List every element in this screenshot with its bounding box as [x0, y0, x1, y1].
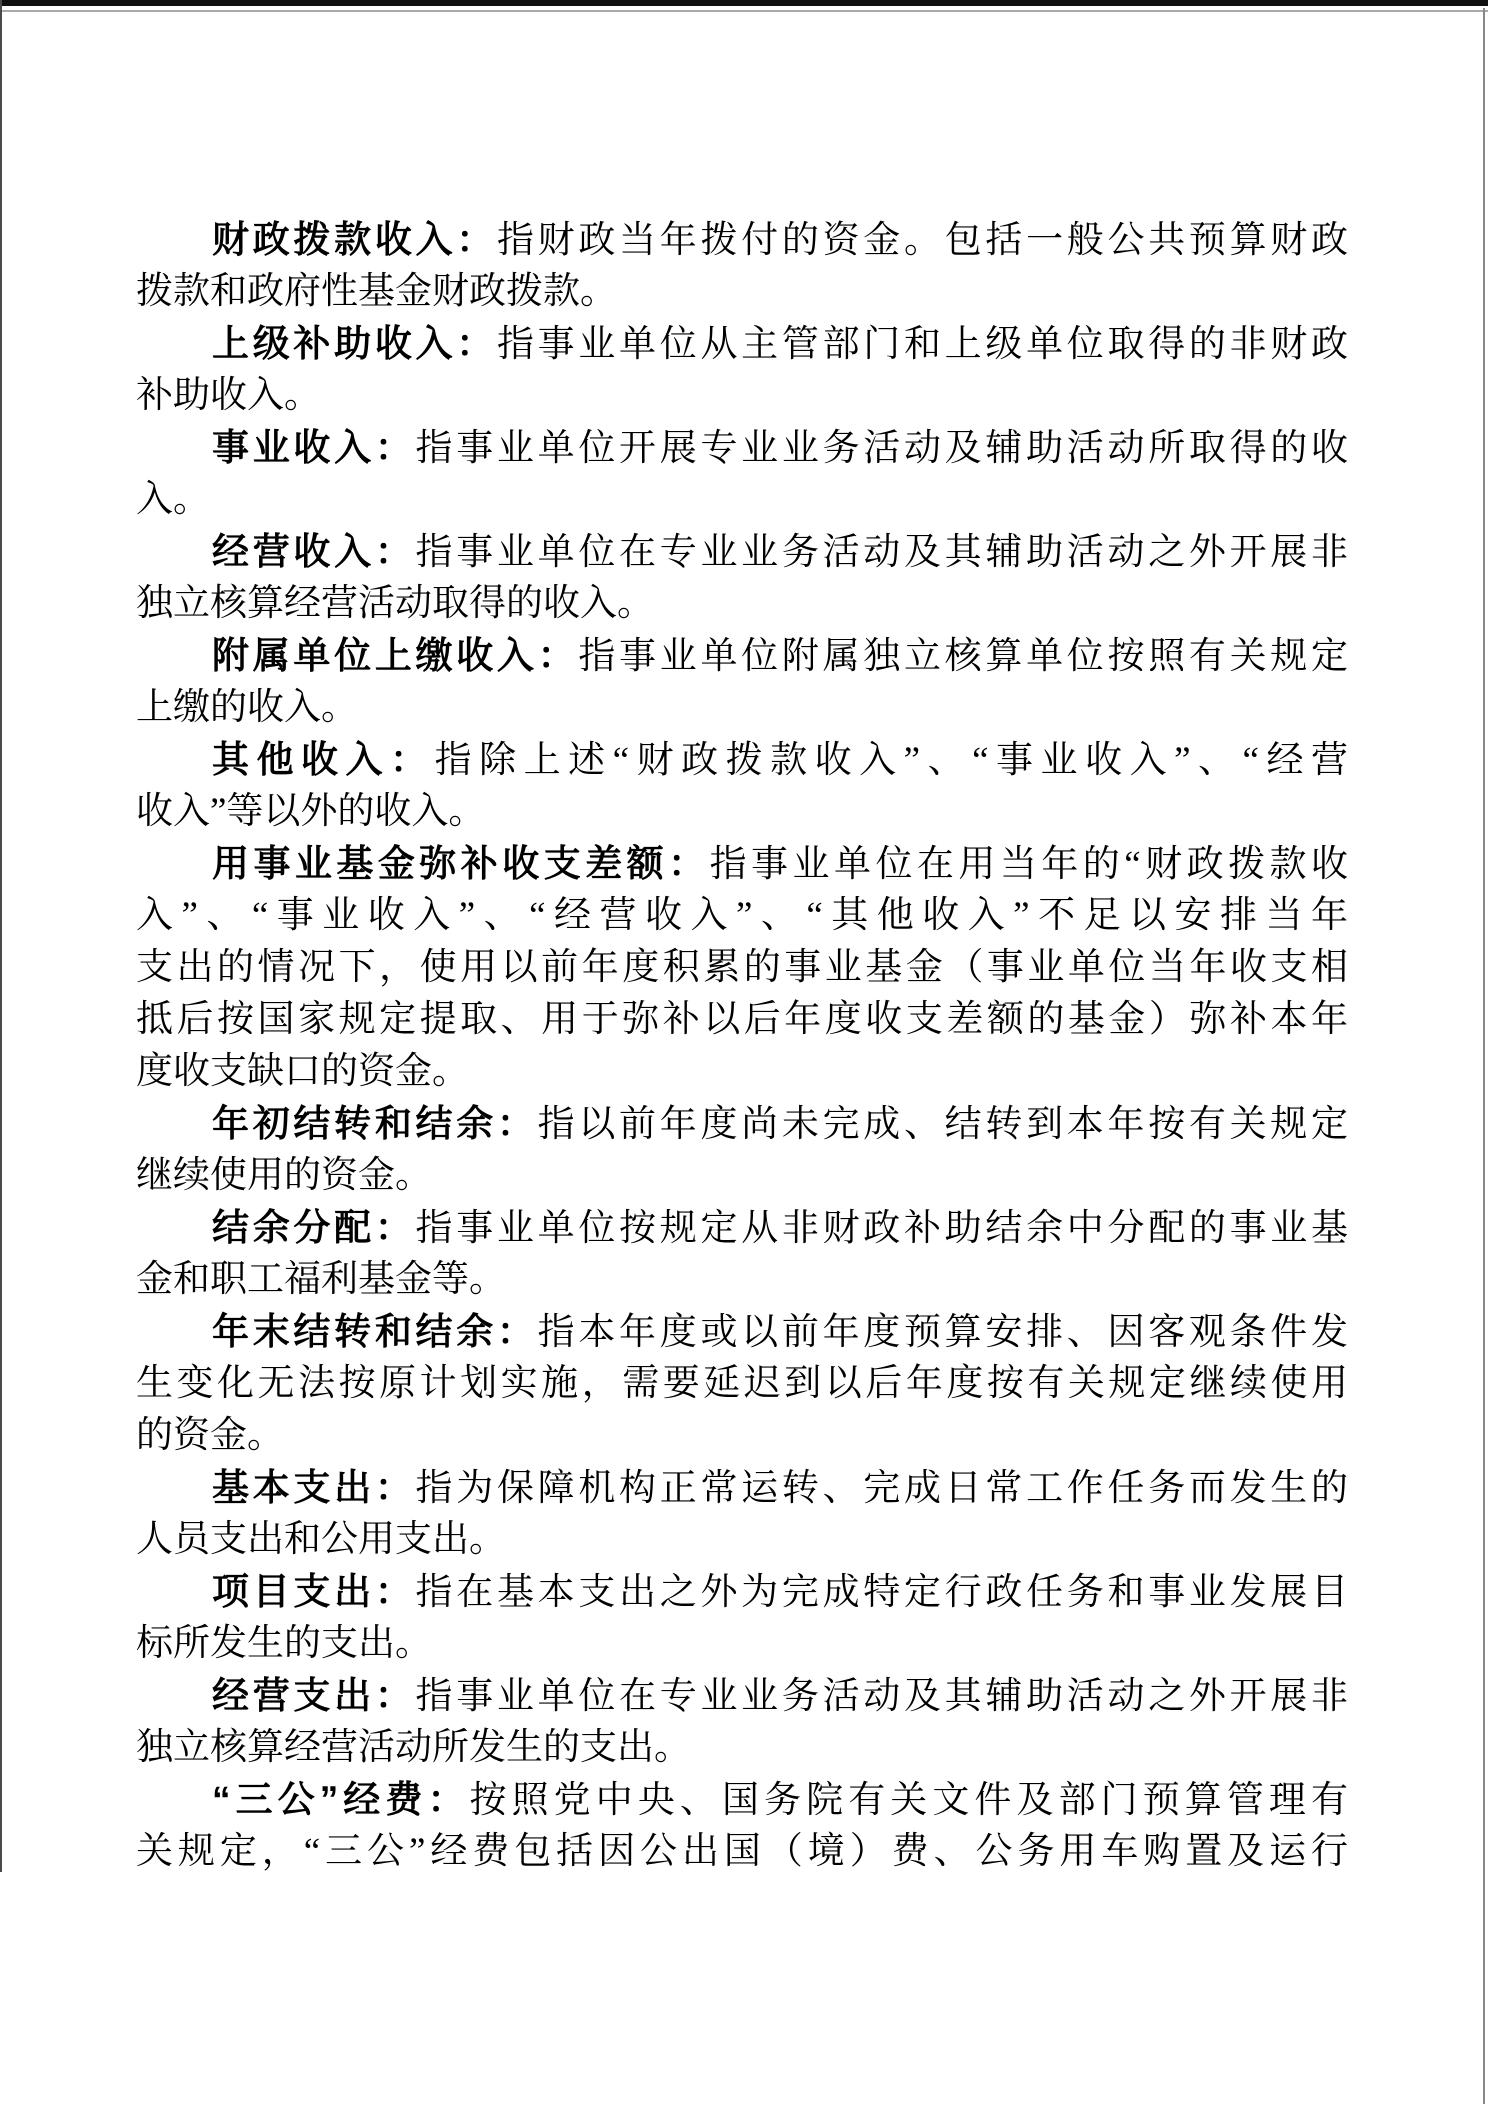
text-line	[136, 1202, 1348, 1254]
text-line	[136, 370, 1348, 422]
text-line	[136, 942, 1348, 994]
term-label: 经营支出：	[212, 1675, 416, 1716]
term-label: 财政拨款收入：	[212, 219, 497, 260]
text-line	[136, 1254, 1348, 1306]
text-line	[136, 1410, 1348, 1462]
term-label: 经营收入：	[212, 531, 416, 572]
text-line	[136, 630, 1348, 682]
line-text: 金和职工福利基金等。	[136, 1259, 506, 1300]
text-line	[136, 1462, 1348, 1514]
term-label: 结余分配：	[212, 1207, 416, 1248]
term-label: 用事业基金弥补收支差额：	[212, 843, 710, 884]
text-line	[136, 1722, 1348, 1774]
line-text: 度收支缺口的资金。	[136, 1051, 469, 1092]
document-text	[136, 214, 1348, 1878]
text-line	[136, 1358, 1348, 1410]
term-label: 项目支出：	[212, 1571, 416, 1612]
text-line	[136, 838, 1348, 890]
line-text: 人员支出和公用支出。	[136, 1519, 506, 1560]
text-line	[136, 1774, 1348, 1826]
text-line	[136, 1826, 1348, 1878]
text-line	[136, 890, 1348, 942]
text-line	[136, 1306, 1348, 1358]
term-label: “三公”经费：	[212, 1779, 470, 1820]
line-text: 指事业单位在专业业务活动及其辅助活动之外开展非	[415, 532, 1348, 573]
line-text: 生变化无法按原计划实施，需要延迟到以后年度按有关规定继续使用	[136, 1363, 1348, 1404]
text-line	[136, 578, 1348, 630]
line-text: 指为保障机构正常运转、完成日常工作任务而发生的	[415, 1468, 1348, 1509]
text-line	[136, 422, 1348, 474]
term-label: 附属单位上缴收入：	[212, 635, 579, 676]
text-line	[136, 1618, 1348, 1670]
line-text: 独立核算经营活动所发生的支出。	[136, 1727, 691, 1768]
text-line	[136, 1566, 1348, 1618]
line-text: 指事业单位在专业业务活动及其辅助活动之外开展非	[415, 1676, 1348, 1717]
line-text: 指事业单位附属独立核算单位按照有关规定	[578, 636, 1348, 677]
line-text: 指事业单位从主管部门和上级单位取得的非财政	[496, 324, 1348, 365]
line-text: 指事业单位在用当年的“财政拨款收	[709, 844, 1348, 885]
line-text: 收入”等以外的收入。	[136, 791, 486, 832]
line-text: 补助收入。	[136, 375, 321, 416]
line-text: 拨款和政府性基金财政拨款。	[136, 271, 617, 312]
line-text: 指事业单位开展专业业务活动及辅助活动所取得的收	[415, 428, 1348, 469]
term-label: 上级补助收入：	[212, 323, 497, 364]
line-text: 独立核算经营活动取得的收入。	[136, 583, 654, 624]
line-text: 指事业单位按规定从非财政补助结余中分配的事业基	[415, 1208, 1348, 1249]
line-text: 关规定，“三公”经费包括因公出国（境）费、公务用车购置及运行	[136, 1831, 1348, 1872]
line-text: 入”、“事业收入”、“经营收入”、“其他收入”不足以安排当年	[136, 895, 1348, 936]
text-line	[136, 734, 1348, 786]
line-text: 指以前年度尚未完成、结转到本年按有关规定	[537, 1104, 1348, 1145]
text-line	[136, 1514, 1348, 1566]
line-text: 抵后按国家规定提取、用于弥补以后年度收支差额的基金）弥补本年	[136, 999, 1348, 1040]
text-line	[136, 1150, 1348, 1202]
term-label: 其他收入：	[212, 739, 435, 780]
text-line	[136, 1670, 1348, 1722]
term-label: 年初结转和结余：	[212, 1103, 538, 1144]
line-text: 的资金。	[136, 1415, 284, 1456]
line-text: 指在基本支出之外为完成特定行政任务和事业发展目	[415, 1572, 1348, 1613]
line-text: 上缴的收入。	[136, 687, 358, 728]
text-line	[136, 474, 1348, 526]
line-text: 指本年度或以前年度预算安排、因客观条件发	[537, 1312, 1348, 1353]
text-line	[136, 1046, 1348, 1098]
text-line	[136, 214, 1348, 266]
term-label: 基本支出：	[212, 1467, 416, 1508]
text-line	[136, 318, 1348, 370]
text-line	[136, 1098, 1348, 1150]
scan-edge-left	[0, 0, 2, 1872]
text-line	[136, 786, 1348, 838]
scan-line-top	[0, 10, 1488, 12]
term-label: 年末结转和结余：	[212, 1311, 538, 1352]
line-text: 入。	[136, 479, 210, 520]
term-label: 事业收入：	[212, 427, 416, 468]
line-text: 支出的情况下，使用以前年度积累的事业基金（事业单位当年收支相	[136, 947, 1348, 988]
text-line	[136, 994, 1348, 1046]
line-text: 指财政当年拨付的资金。包括一般公共预算财政	[496, 220, 1348, 261]
text-line	[136, 266, 1348, 318]
scan-edge-right	[1483, 8, 1485, 2104]
line-text: 指除上述“财政拨款收入”、“事业收入”、“经营	[434, 740, 1348, 781]
line-text: 按照党中央、国务院有关文件及部门预算管理有	[469, 1780, 1348, 1821]
line-text: 继续使用的资金。	[136, 1155, 432, 1196]
text-line	[136, 526, 1348, 578]
text-line	[136, 682, 1348, 734]
line-text: 标所发生的支出。	[136, 1623, 432, 1664]
scan-edge-top	[0, 0, 1488, 6]
